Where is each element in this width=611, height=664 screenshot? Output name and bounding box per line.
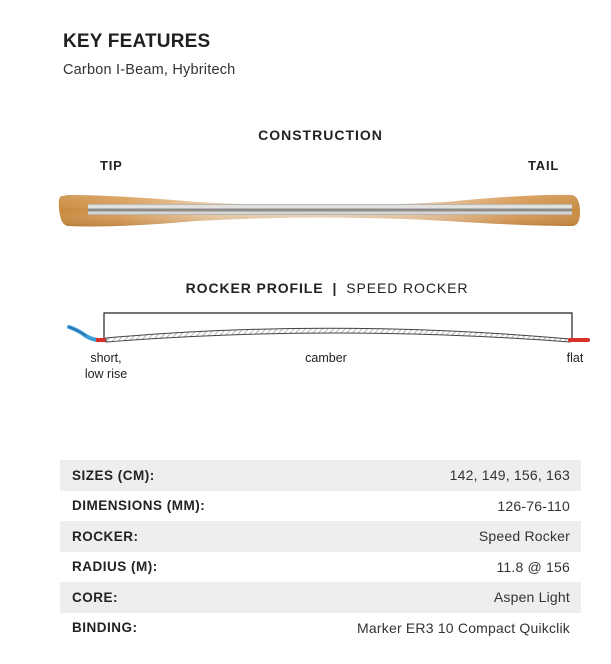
rocker-profile-title: ROCKER PROFILE [185, 280, 324, 296]
spec-row [60, 521, 581, 552]
spec-value: 126-76-110 [497, 497, 570, 514]
spec-row [60, 582, 581, 613]
spec-key: SIZES (CM): [72, 467, 155, 483]
spec-key: BINDING: [72, 620, 138, 636]
flat-label: flat [566, 351, 584, 365]
spec-row [60, 460, 581, 491]
spec-value: Marker ER3 10 Compact Quikclik [357, 619, 570, 636]
spec-row [60, 491, 581, 522]
spec-key: ROCKER: [72, 528, 139, 544]
tail-label: TAIL [528, 158, 560, 173]
short-low-rise-label: short, low rise [84, 351, 128, 381]
ski-construction-image [56, 188, 584, 234]
rocker-profile-type: SPEED ROCKER [346, 280, 469, 296]
spec-row [60, 552, 581, 583]
rocker-profile-header [0, 280, 611, 296]
construction-title: CONSTRUCTION [258, 127, 383, 143]
spec-key: RADIUS (M): [72, 559, 158, 575]
camber-profile [106, 328, 570, 342]
spec-value: 11.8 @ 156 [496, 558, 570, 575]
rocker-profile-separator: | [332, 280, 338, 296]
specs-table [60, 460, 581, 643]
tip-label: TIP [100, 158, 123, 173]
key-features-subtitle: Carbon I-Beam, Hybritech [63, 62, 236, 78]
spec-value: Aspen Light [493, 589, 570, 606]
key-features-title: KEY FEATURES [63, 31, 211, 52]
spec-row [60, 613, 581, 644]
spec-key: DIMENSIONS (MM): [72, 498, 206, 514]
spec-value: Speed Rocker [478, 528, 570, 545]
rocker-profile-diagram [62, 306, 594, 350]
spec-key: CORE: [72, 589, 118, 605]
camber-label: camber [305, 351, 347, 365]
spec-value: 142, 149, 156, 163 [449, 467, 570, 484]
